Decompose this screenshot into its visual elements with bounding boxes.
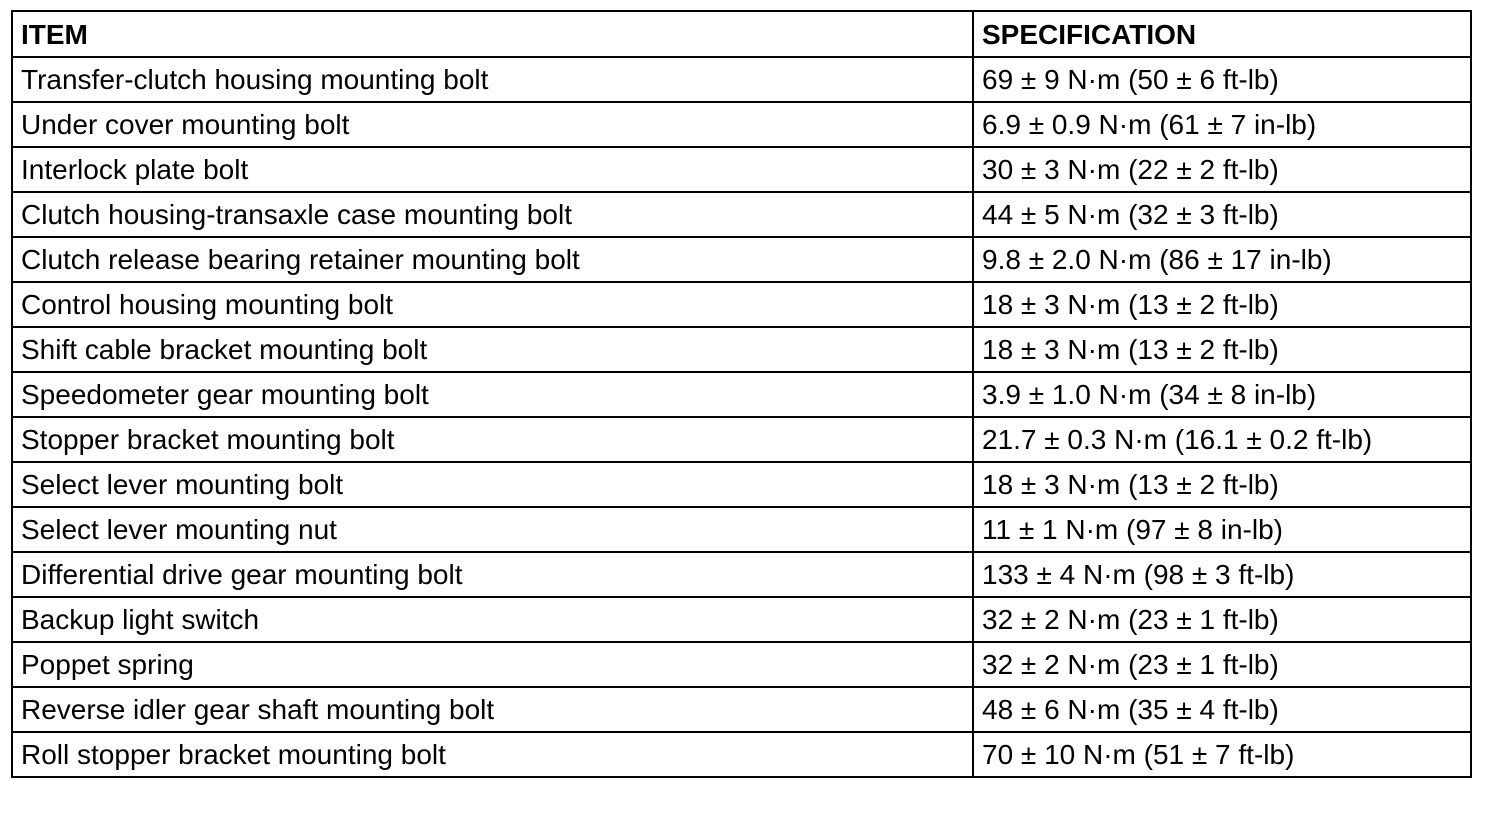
table-row	[12, 552, 1471, 597]
specification-cell: 11 ± 1 N·m (97 ± 8 in-lb)	[973, 507, 1471, 552]
table-row	[12, 192, 1471, 237]
table-row	[12, 147, 1471, 192]
item-cell: Under cover mounting bolt	[12, 102, 973, 147]
item-cell: Transfer-clutch housing mounting bolt	[12, 57, 973, 102]
table-row	[12, 597, 1471, 642]
table-header-row	[12, 11, 1471, 57]
table-row	[12, 57, 1471, 102]
item-cell: Roll stopper bracket mounting bolt	[12, 732, 973, 777]
item-cell: Control housing mounting bolt	[12, 282, 973, 327]
table-row	[12, 417, 1471, 462]
table-row	[12, 327, 1471, 372]
specification-cell: 6.9 ± 0.9 N·m (61 ± 7 in-lb)	[973, 102, 1471, 147]
specification-cell: 69 ± 9 N·m (50 ± 6 ft-lb)	[973, 57, 1471, 102]
specification-cell: 44 ± 5 N·m (32 ± 3 ft-lb)	[973, 192, 1471, 237]
item-cell: Interlock plate bolt	[12, 147, 973, 192]
specification-cell: 133 ± 4 N·m (98 ± 3 ft-lb)	[973, 552, 1471, 597]
specification-cell: 18 ± 3 N·m (13 ± 2 ft-lb)	[973, 282, 1471, 327]
item-cell: Differential drive gear mounting bolt	[12, 552, 973, 597]
item-cell: Stopper bracket mounting bolt	[12, 417, 973, 462]
specification-cell: 70 ± 10 N·m (51 ± 7 ft-lb)	[973, 732, 1471, 777]
column-header-item: ITEM	[12, 11, 973, 57]
specification-cell: 32 ± 2 N·m (23 ± 1 ft-lb)	[973, 642, 1471, 687]
table-row	[12, 237, 1471, 282]
table-row	[12, 687, 1471, 732]
specification-cell: 30 ± 3 N·m (22 ± 2 ft-lb)	[973, 147, 1471, 192]
item-cell: Select lever mounting nut	[12, 507, 973, 552]
table-row	[12, 507, 1471, 552]
specification-cell: 21.7 ± 0.3 N·m (16.1 ± 0.2 ft-lb)	[973, 417, 1471, 462]
table-row	[12, 732, 1471, 777]
specification-cell: 48 ± 6 N·m (35 ± 4 ft-lb)	[973, 687, 1471, 732]
torque-spec-table	[11, 10, 1472, 778]
specification-cell: 3.9 ± 1.0 N·m (34 ± 8 in-lb)	[973, 372, 1471, 417]
item-cell: Poppet spring	[12, 642, 973, 687]
column-header-specification: SPECIFICATION	[973, 11, 1471, 57]
specification-cell: 9.8 ± 2.0 N·m (86 ± 17 in-lb)	[973, 237, 1471, 282]
table-row	[12, 282, 1471, 327]
item-cell: Clutch housing-transaxle case mounting bolt	[12, 192, 973, 237]
table-row	[12, 642, 1471, 687]
item-cell: Reverse idler gear shaft mounting bolt	[12, 687, 973, 732]
specification-cell: 18 ± 3 N·m (13 ± 2 ft-lb)	[973, 327, 1471, 372]
item-cell: Clutch release bearing retainer mounting bolt	[12, 237, 973, 282]
specification-cell: 32 ± 2 N·m (23 ± 1 ft-lb)	[973, 597, 1471, 642]
table-row	[12, 372, 1471, 417]
specification-cell: 18 ± 3 N·m (13 ± 2 ft-lb)	[973, 462, 1471, 507]
table-row	[12, 102, 1471, 147]
item-cell: Shift cable bracket mounting bolt	[12, 327, 973, 372]
item-cell: Select lever mounting bolt	[12, 462, 973, 507]
item-cell: Speedometer gear mounting bolt	[12, 372, 973, 417]
item-cell: Backup light switch	[12, 597, 973, 642]
table-row	[12, 462, 1471, 507]
